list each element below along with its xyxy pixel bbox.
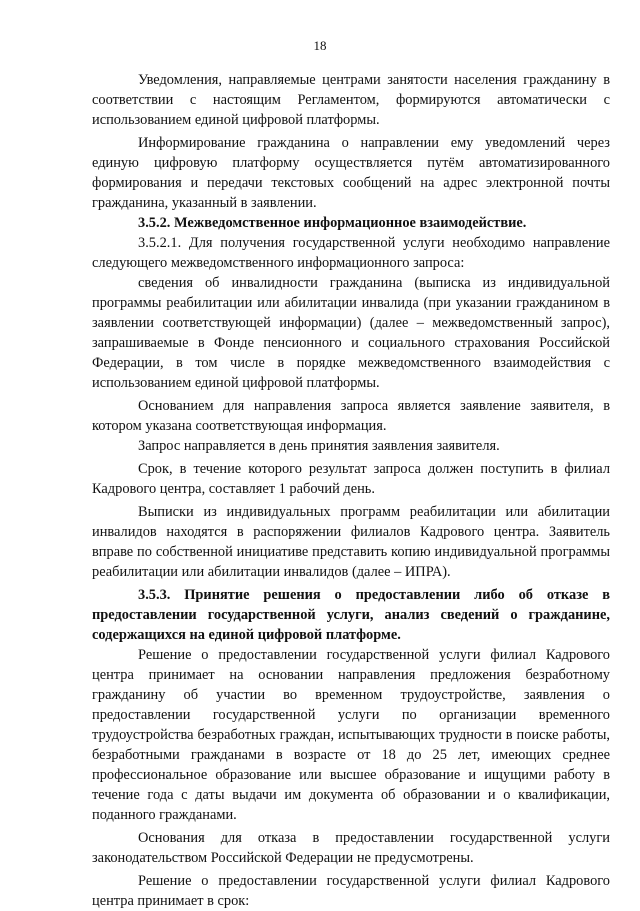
paragraph-extracts: Выписки из индивидуальных программ реабилитации или абилитации инвалидов находятся в распоряжении филиалов Кадрового центра. Заявитель вправе по собственной инициативе представить копию индивидуальной программы реабилитации или абилитации инвалидов (далее – ИПРА). xyxy=(92,504,610,580)
paragraph-request-term: Срок, в течение которого результат запроса должен поступить в филиал Кадрового центра, составляет 1 рабочий день. xyxy=(92,461,610,497)
document-body xyxy=(92,70,610,911)
paragraph-decision-basis: Решение о предоставлении государственной услуги филиал Кадрового центра принимает на основании направления предложения безработному гражданину об участии во временном трудоустройстве, заявления о предоставлении государственной услуги по организации временного трудоустройства безработных граждан, испытывающих трудности в поиске работы, безработными гражданами в возрасте от 18 до 25 лет, имеющих среднее профессиональное образование или высшее образование и ищущими работу в течение года с даты выдачи им документа об образовании и о квалификации, поданного гражданами. xyxy=(92,647,610,823)
page-number: 18 xyxy=(313,38,327,53)
section-heading-3-5-2: 3.5.2. Межведомственное информационное взаимодействие. xyxy=(138,215,527,231)
paragraph-refusal-grounds: Основания для отказа в предоставлении государственной услуги законодательством Российской Федерации не предусмотрены. xyxy=(92,830,610,866)
section-heading-3-5-3: 3.5.3. Принятие решения о предоставлении либо об отказе в предоставлении государственной услуги, анализ сведений о гражданине, содержащихся на единой цифровой платформе. xyxy=(92,587,610,643)
paragraph-3-5-2-1: 3.5.2.1. Для получения государственной услуги необходимо направление следующего межведомственного информационного запроса: xyxy=(92,235,610,271)
paragraph-disability-info: сведения об инвалидности гражданина (выписка из индивидуальной программы реабилитации или абилитации инвалида (при указании гражданином в заявлении соответствующей информации) (далее – межведомственный запрос), запрашиваемые в Фонде пенсионного и социального страхования Российской Федерации, в том числе в порядке межведомственного взаимодействия с использованием единой цифровой платформы. xyxy=(92,275,610,391)
paragraph-notifications: Уведомления, направляемые центрами занятости населения гражданину в соответствии с настоящим Регламентом, формируются автоматически с использованием единой цифровой платформы. xyxy=(92,72,610,128)
paragraph-request-day: Запрос направляется в день принятия заявления заявителя. xyxy=(138,438,500,454)
paragraph-request-basis: Основанием для направления запроса является заявление заявителя, в котором указана соответствующая информация. xyxy=(92,398,610,434)
paragraph-decision-term: Решение о предоставлении государственной услуги филиал Кадрового центра принимает в срок: xyxy=(92,873,610,909)
paragraph-informing: Информирование гражданина о направлении ему уведомлений через единую цифровую платформу осуществляется путём автоматизированного формирования и передачи текстовых сообщений на адрес электронной почты гражданина, указанный в заявлении. xyxy=(92,135,610,211)
